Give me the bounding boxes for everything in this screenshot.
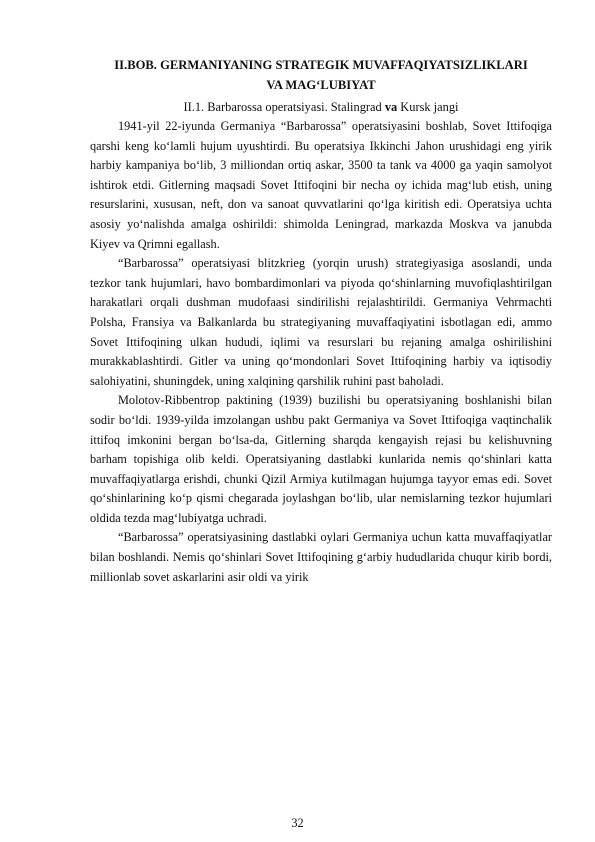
section-title-part2: Kursk jangi <box>397 100 459 114</box>
body-paragraph-1: 1941-yil 22-iyunda Germaniya “Barbarossa” operatsiyasini boshlab, Sovet Ittifoqiga qarshi keng ko‘lamli hujum uyushtirdi. Bu operatsiya Ikkinchi Jahon urushidagi eng yirik harbiy kampaniya bo‘lib, 3 milliondan ortiq askar, 3500 ta tank va 4000 ga yaqin samolyot ishtirok etdi. Gitlerning maqsadi Sovet Ittifoqini bir necha oy ichida mag‘lub etish, uning resurslarini, xususan, neft, don va sanoat quvvatlarini qo‘lga kiritish edi. Operatsiya uchta asosiy yo‘nalishda amalga oshirildi: shimolda Leningrad, markazda Moskva va janubda Kiyev va Qrimni egallash. <box>90 119 552 251</box>
body-paragraph-2: “Barbarossa” operatsiyasi blitzkrieg (yorqin urush) strategiyasiga asoslandi, unda tezkor tank hujumlari, havo bombardimonlari va piyoda qo‘shinlarning muvofiqlashtirilgan harakatlari orqali dushman mudofaasi sindirilishi rejalashtirildi. Germaniya Vehrmachti Polsha, Fransiya va Balkanlarda bu strategiyaning muvaffaqiyatini isbotlagan edi, ammo Sovet Ittifoqining ulkan hududi, iqlimi va resurslari bu rejaning amalga oshirilishini murakkablashtirdi. Gitler va uning qo‘mondonlari Sovet Ittifoqining harbiy va iqtisodiy salohiyatini, shuningdek, uning xalqining qarshilik ruhini past baholadi. <box>90 256 552 388</box>
section-title <box>90 97 552 117</box>
chapter-title-line1: II.BOB. GERMANIYANING STRATEGIK MUVAFFAQIYATSIZLIKLARI <box>114 58 528 72</box>
document-page <box>90 55 552 587</box>
section-title-part1: II.1. Barbarossa operatsiyasi. Stalingrad <box>183 100 385 114</box>
section-title-bold: va <box>384 100 398 114</box>
body-paragraph-3: Molotov-Ribbentrop paktining (1939) buzilishi bu operatsiyaning boshlanishi bilan sodir bo‘ldi. 1939-yilda imzolangan ushbu pakt Germaniya va Sovet Ittifoqiga vaqtinchalik ittifoq imkonini bergan bo‘lsa-da, Gitlerning sharqda kengayish rejasi bu kelishuvning barham topishiga olib keldi. Operatsiyaning dastlabki kunlarida nemis qo‘shinlari katta muvaffaqiyatlarga erishdi, chunki Qizil Armiya kutilmagan hujumga tayyor emas edi. Sovet qo‘shinlarining ko‘p qismi chegarada joylashgan bo‘lib, ular nemislarning tezkor hujumlari oldida tezda mag‘lubiyatga uchradi. <box>90 393 552 525</box>
chapter-title-line2: VA MAG‘LUBIYAT <box>266 78 376 92</box>
chapter-title <box>90 55 552 95</box>
page-number: 32 <box>291 816 304 830</box>
body-paragraph-4: “Barbarossa” operatsiyasining dastlabki oylari Germaniya uchun katta muvaffaqiyatlar bilan boshlandi. Nemis qo‘shinlari Sovet Ittifoqining g‘arbiy hududlarida chuqur kirib bordi, millionlab sovet askarlarini asir oldi va yirik <box>90 530 552 584</box>
